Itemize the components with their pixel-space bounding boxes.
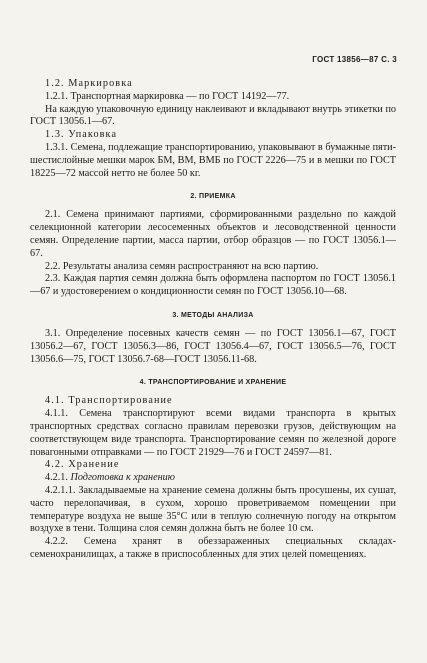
page-header: ГОСТ 13856—87 С. 3	[312, 55, 397, 64]
paragraph-2-3: 2.3. Каждая партия семян должна быть оформлена паспортом по ГОСТ 13056.1—67 и удостоверением о кондиционности семян по ГОСТ 13056.10—68.	[30, 273, 396, 298]
subsection-title-transport: 4.1. Транспортирование	[45, 395, 173, 407]
subsection-title-storage: 4.2. Хранение	[45, 459, 120, 471]
paragraph-4-1-1: 4.1.1. Семена транспортируют всеми видами транспорта в крытых транспортных средствах согласно правилам перевозки грузов, действующим на соответствующем виде транспорта. Транспортирование семян по железной дороге повагонными отправками — по ГОСТ 21929—76 и ГОСТ 24597—81.	[30, 408, 396, 458]
paragraph-2-1: 2.1. Семена принимают партиями, сформированными раздельно по каждой селекционной категории лесосеменных объектов и лесоводственной ценности семян. Определение партии, масса партии, отбор образцов — по ГОСТ 13056.1—67.	[30, 209, 396, 259]
subsection-title-marking: 1.2. Маркировка	[45, 78, 133, 89]
paragraph-1-2-1: 1.2.1. Транспортная маркировка — по ГОСТ 14192—77.	[45, 90, 290, 102]
paragraph-4-2-1-1: 4.2.1.1. Закладываемые на хранение семена должны быть просушены, их сушат, часто перелопачивая, в сухом, хорошо проветриваемом помещении при температуре воздуха не выше 35°С или в теплую солнечную погоду на открытом воздухе в тени. Толщина слоя семян должна быть не более 10 см.	[30, 484, 396, 535]
subsection-title-packaging: 1.3. Упаковка	[45, 129, 118, 141]
paragraph-1-3-1: 1.3.1. Семена, подлежащие транспортированию, упаковывают в бумажные пяти-шестислойные мешки марок БМ, ВМ, ВМБ по ГОСТ 2226—75 и в мешки по ГОСТ 18225—72 массой нетто не более 50 кг.	[30, 141, 396, 179]
paragraph-3-1: 3.1. Определение посевных качеств семян — по ГОСТ 13056.1—67, ГОСТ 13056.2—67, ГОСТ 13056.3—86, ГОСТ 13056.4—67, ГОСТ 13056.5—76, ГОСТ 13056.6—75, ГОСТ 13056.7-68—ГОСТ 13056.11-68.	[30, 327, 396, 365]
preparation-number: 4.2.1.	[45, 472, 68, 484]
section-heading-analysis-methods: 3. МЕТОДЫ АНАЛИЗА	[172, 311, 254, 319]
section-heading-transport-storage: 4. ТРАНСПОРТИРОВАНИЕ И ХРАНЕНИЕ	[139, 379, 287, 387]
document-body	[30, 78, 396, 562]
section-heading-acceptance: 2. ПРИЕМКА	[190, 193, 236, 201]
paragraph-2-2: 2.2. Результаты анализа семян распространяют на всю партию.	[45, 260, 319, 272]
subsection-title-preparation	[30, 472, 396, 485]
paragraph-labels: На каждую упаковочную единицу наклеивают и вкладывают внутрь этикетки по ГОСТ 13056.1—67.	[30, 103, 396, 128]
preparation-title: Подготовка к хранению	[70, 472, 175, 484]
paragraph-4-2-2: 4.2.2. Семена хранят в обеззараженных специальных складах-семенохранилищах, а также в приспособленных для этих целей помещениях.	[30, 536, 396, 560]
